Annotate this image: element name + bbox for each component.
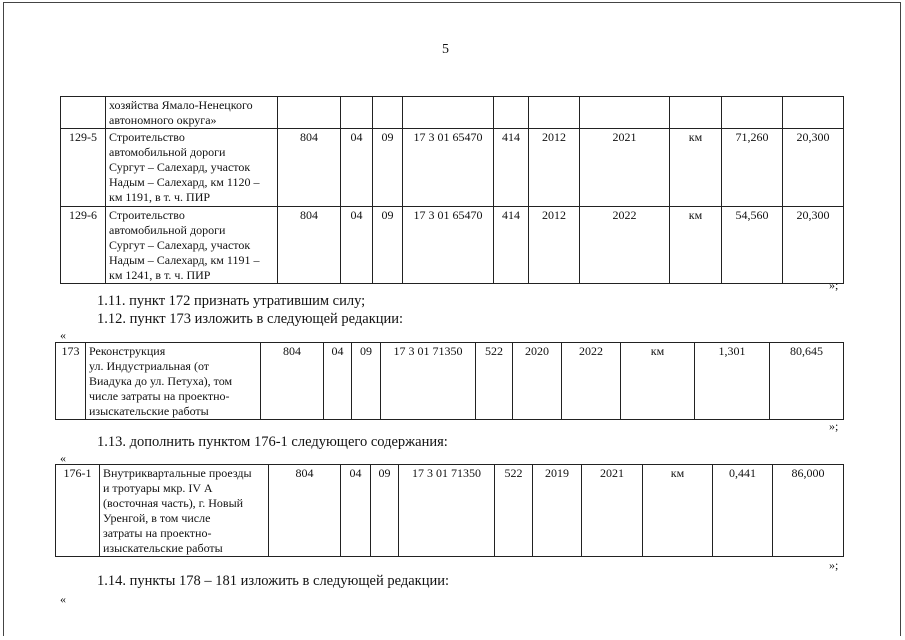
row-name: хозяйства Ямало-Ненецкого автономного округа» [106, 97, 278, 129]
section-code: 04 [324, 343, 352, 420]
expense-type-code: 522 [476, 343, 513, 420]
subsection-code: 09 [373, 129, 403, 207]
budget-table-3 [55, 464, 844, 557]
unit: км [621, 343, 695, 420]
expense-type-code: 414 [494, 207, 529, 284]
cost-value: 20,300 [783, 207, 844, 284]
unit: км [670, 129, 722, 207]
row-name: Реконструкция ул. Индустриальная (от Виадука до ул. Петуха), том числе затраты на проектно- изыскательские работы [86, 343, 261, 420]
row-name: Строительство автомобильной дороги Сургут – Салехард, участок Надым – Салехард, км 1191 – км 1241, в т. ч. ПИР [106, 207, 278, 284]
paragraph-1-14: 1.14. пункты 178 – 181 изложить в следующей редакции: [97, 573, 450, 589]
ministry-code: 804 [278, 129, 341, 207]
start-year: 2012 [529, 207, 580, 284]
section-code: 04 [341, 465, 371, 557]
expense-type-code: 414 [494, 129, 529, 207]
ministry-code: 804 [269, 465, 341, 557]
end-year: 2021 [580, 129, 670, 207]
paragraph-1-12: 1.12. пункт 173 изложить в следующей редакции: [97, 311, 404, 327]
row-number: 129-6 [61, 207, 106, 284]
unit: км [670, 207, 722, 284]
budget-table-1 [60, 96, 844, 284]
capacity-value: 54,560 [722, 207, 783, 284]
opening-quote-mark: « [60, 328, 66, 342]
closing-quote-mark: »; [829, 278, 839, 292]
table-row [61, 129, 844, 207]
row-number: 173 [56, 343, 86, 420]
end-year: 2022 [562, 343, 621, 420]
budget-table-2 [55, 342, 844, 420]
table-row [56, 343, 844, 420]
target-article-code: 17 3 01 65470 [403, 129, 494, 207]
ministry-code: 804 [278, 207, 341, 284]
start-year: 2019 [533, 465, 582, 557]
cost-value: 86,000 [773, 465, 844, 557]
end-year: 2022 [580, 207, 670, 284]
capacity-value: 1,301 [695, 343, 770, 420]
row-number: 176-1 [56, 465, 100, 557]
table-row [61, 97, 844, 129]
row-name: Строительство автомобильной дороги Сургут – Салехард, участок Надым – Салехард, км 1120 – км 1191, в т. ч. ПИР [106, 129, 278, 207]
target-article-code: 17 3 01 65470 [403, 207, 494, 284]
page-number: 5 [442, 42, 449, 57]
target-article-code: 17 3 01 71350 [399, 465, 495, 557]
section-code: 04 [341, 207, 373, 284]
opening-quote-mark: « [60, 451, 66, 465]
target-article-code: 17 3 01 71350 [381, 343, 476, 420]
paragraph-1-13: 1.13. дополнить пунктом 176-1 следующего содержания: [97, 434, 448, 450]
row-number [61, 97, 106, 129]
start-year: 2012 [529, 129, 580, 207]
unit: км [643, 465, 713, 557]
capacity-value: 0,441 [713, 465, 773, 557]
ministry-code: 804 [261, 343, 324, 420]
start-year: 2020 [513, 343, 562, 420]
row-number: 129-5 [61, 129, 106, 207]
subsection-code: 09 [371, 465, 399, 557]
table-row [61, 207, 844, 284]
paragraph-1-11: 1.11. пункт 172 признать утратившим силу; [97, 293, 366, 309]
end-year: 2021 [582, 465, 643, 557]
expense-type-code: 522 [495, 465, 533, 557]
section-code: 04 [341, 129, 373, 207]
subsection-code: 09 [373, 207, 403, 284]
row-name: Внутриквартальные проезды и тротуары мкр. IV А (восточная часть), г. Новый Уренгой, в том числе затраты на проектно- изыскательские работы [100, 465, 269, 557]
subsection-code: 09 [352, 343, 381, 420]
cost-value: 80,645 [770, 343, 844, 420]
closing-quote-mark: »; [829, 558, 839, 572]
closing-quote-mark: »; [829, 419, 839, 433]
cost-value: 20,300 [783, 129, 844, 207]
opening-quote-mark: « [60, 592, 66, 606]
capacity-value: 71,260 [722, 129, 783, 207]
table-row [56, 465, 844, 557]
